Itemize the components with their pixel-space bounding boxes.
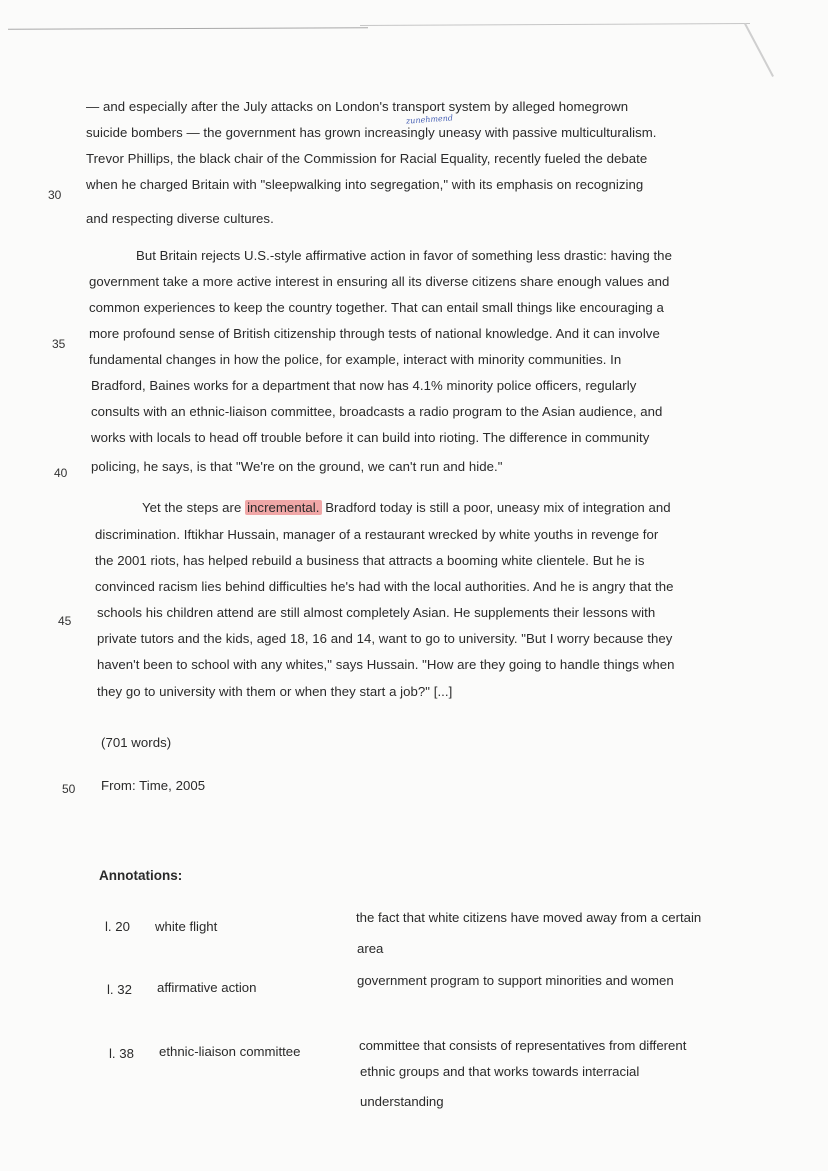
- text-line: Trevor Phillips, the black chair of the Commission for Racial Equality, recently fueled the debate: [86, 151, 648, 166]
- line-number: 50: [62, 782, 76, 796]
- annotation-definition: committee that consists of representatives from different: [359, 1038, 687, 1053]
- annotation-term: ethnic-liaison committee: [159, 1044, 301, 1059]
- text-line: they go to university with them or when they start a job?" [...]: [97, 684, 453, 699]
- annotation-definition: area: [357, 941, 384, 956]
- text-line: Bradford, Baines works for a department that now has 4.1% minority police officers, regularly: [91, 378, 637, 393]
- source-line: From: Time, 2005: [101, 778, 206, 793]
- text-line: But Britain rejects U.S.-style affirmative action in favor of something less drastic: having the: [136, 248, 672, 263]
- annotation-ref: l. 32: [107, 982, 132, 997]
- text-line: discrimination. Iftikhar Hussain, manager of a restaurant wrecked by white youths in revenge for: [95, 527, 659, 542]
- annotation-definition: understanding: [360, 1094, 444, 1109]
- text-line: convinced racism lies behind difficulties he's had with the local authorities. And he is angry that the: [95, 579, 674, 594]
- annotation-term: affirmative action: [157, 980, 257, 995]
- text-line: fundamental changes in how the police, for example, interact with minority communities. In: [89, 352, 622, 367]
- line-number: 35: [52, 337, 66, 351]
- text-line: the 2001 riots, has helped rebuild a business that attracts a booming white clientele. But he is: [95, 553, 645, 568]
- annotation-term: white flight: [155, 919, 218, 934]
- text-line: and respecting diverse cultures.: [86, 211, 274, 226]
- annotation-definition: ethnic groups and that works towards interracial: [360, 1064, 640, 1079]
- text-line: consults with an ethnic-liaison committee, broadcasts a radio program to the Asian audience, and: [91, 404, 663, 419]
- highlighted-word: incremental.: [247, 500, 320, 515]
- text-line: — and especially after the July attacks on London's transport system by alleged homegrown: [86, 99, 629, 114]
- text-line: [142, 499, 671, 516]
- text-line: policing, he says, is that "We're on the ground, we can't run and hide.": [91, 459, 503, 474]
- text-line: more profound sense of British citizenship through tests of national knowledge. And it can involve: [89, 326, 660, 341]
- text-line: haven't been to school with any whites," says Hussain. "How are they going to handle things when: [97, 657, 675, 672]
- annotation-definition: government program to support minorities and women: [357, 973, 674, 988]
- line-number: 45: [58, 614, 72, 628]
- text-line: schools his children attend are still almost completely Asian. He supplements their lessons with: [97, 605, 656, 620]
- annotation-ref: l. 38: [109, 1046, 134, 1061]
- text-line: private tutors and the kids, aged 18, 16 and 14, want to go to university. "But I worry because they: [97, 631, 673, 646]
- word-count: (701 words): [101, 735, 172, 750]
- text-line: when he charged Britain with "sleepwalking into segregation," with its emphasis on recognizing: [86, 177, 644, 192]
- text-run: Yet the steps are: [142, 500, 246, 515]
- text-line: works with locals to head off trouble before it can build into rioting. The difference in community: [91, 430, 650, 445]
- line-number: 30: [48, 188, 62, 202]
- text-run: Bradford today is still a poor, uneasy mix of integration and: [321, 500, 671, 515]
- text-line: government take a more active interest in ensuring all its diverse citizens share enough values and: [89, 274, 670, 289]
- annotations-heading: Annotations:: [99, 868, 183, 883]
- handwritten-note: zunehmend: [405, 113, 454, 126]
- text-line: common experiences to keep the country together. That can entail small things like encouraging a: [89, 300, 664, 315]
- line-number: 40: [54, 466, 68, 480]
- text-line: suicide bombers — the government has grown increasingly uneasy with passive multiculturalism.: [86, 125, 657, 140]
- annotation-definition: the fact that white citizens have moved away from a certain: [356, 910, 702, 925]
- annotation-ref: l. 20: [105, 919, 130, 934]
